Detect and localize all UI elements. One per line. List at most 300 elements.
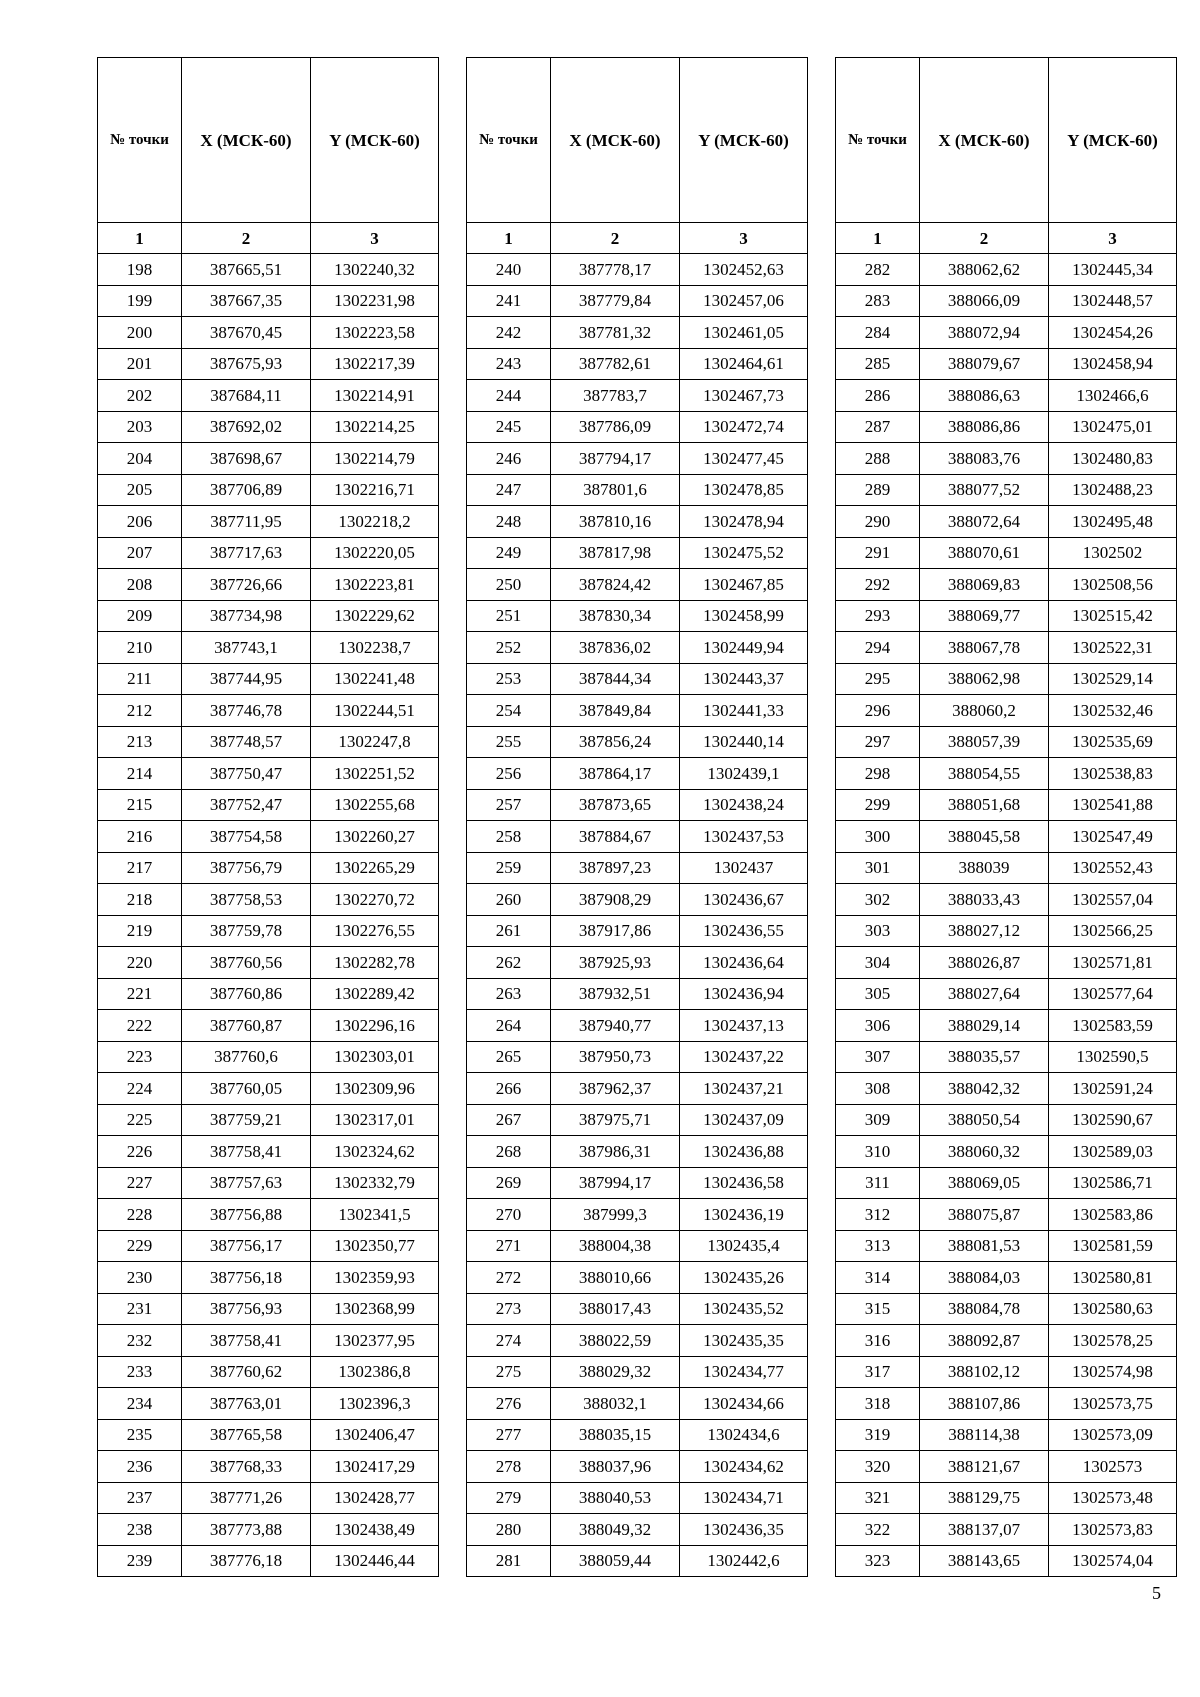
y-coordinate-cell: 1302466,6 <box>1049 380 1177 412</box>
x-coordinate-cell: 388060,32 <box>920 1136 1049 1168</box>
point-number-cell: 248 <box>467 506 551 538</box>
x-coordinate-cell: 387940,77 <box>551 1010 680 1042</box>
y-coordinate-cell: 1302417,29 <box>311 1451 439 1483</box>
x-coordinate-cell: 387897,23 <box>551 852 680 884</box>
x-coordinate-cell: 388079,67 <box>920 348 1049 380</box>
point-number-cell: 317 <box>836 1356 920 1388</box>
table-row <box>98 789 439 821</box>
x-coordinate-cell: 387748,57 <box>182 726 311 758</box>
x-coordinate-cell: 387779,84 <box>551 285 680 317</box>
column-index-cell: 2 <box>551 223 680 254</box>
point-number-cell: 291 <box>836 537 920 569</box>
y-coordinate-cell: 1302218,2 <box>311 506 439 538</box>
y-coordinate-cell: 1302448,57 <box>1049 285 1177 317</box>
table-row <box>836 1419 1177 1451</box>
y-coordinate-cell: 1302436,67 <box>680 884 808 916</box>
point-number-cell: 319 <box>836 1419 920 1451</box>
x-coordinate-cell: 388051,68 <box>920 789 1049 821</box>
point-number-cell: 203 <box>98 411 182 443</box>
y-coordinate-cell: 1302434,62 <box>680 1451 808 1483</box>
table-row <box>836 1199 1177 1231</box>
y-coordinate-cell: 1302591,24 <box>1049 1073 1177 1105</box>
table-row <box>836 1136 1177 1168</box>
x-coordinate-cell: 387752,47 <box>182 789 311 821</box>
point-number-cell: 236 <box>98 1451 182 1483</box>
column-index-row <box>98 223 439 254</box>
x-coordinate-cell: 388067,78 <box>920 632 1049 664</box>
table-row <box>467 285 808 317</box>
y-coordinate-cell: 1302573,75 <box>1049 1388 1177 1420</box>
table-row <box>98 758 439 790</box>
table-row <box>467 1545 808 1577</box>
x-coordinate-cell: 387760,05 <box>182 1073 311 1105</box>
point-number-cell: 283 <box>836 285 920 317</box>
point-number-cell: 200 <box>98 317 182 349</box>
table-row <box>836 884 1177 916</box>
x-coordinate-cell: 387756,88 <box>182 1199 311 1231</box>
table-row <box>98 1136 439 1168</box>
x-coordinate-cell: 387776,18 <box>182 1545 311 1577</box>
table-row <box>467 695 808 727</box>
table-row <box>836 915 1177 947</box>
y-coordinate-cell: 1302446,44 <box>311 1545 439 1577</box>
y-coordinate-cell: 1302251,52 <box>311 758 439 790</box>
x-coordinate-cell: 388129,75 <box>920 1482 1049 1514</box>
x-coordinate-cell: 387778,17 <box>551 254 680 286</box>
point-number-cell: 221 <box>98 978 182 1010</box>
y-coordinate-cell: 1302552,43 <box>1049 852 1177 884</box>
x-coordinate-cell: 388083,76 <box>920 443 1049 475</box>
x-coordinate-cell: 388086,86 <box>920 411 1049 443</box>
point-number-cell: 306 <box>836 1010 920 1042</box>
y-coordinate-cell: 1302529,14 <box>1049 663 1177 695</box>
point-number-cell: 305 <box>836 978 920 1010</box>
y-coordinate-cell: 1302241,48 <box>311 663 439 695</box>
table-row <box>467 1136 808 1168</box>
y-coordinate-cell: 1302332,79 <box>311 1167 439 1199</box>
point-number-cell: 307 <box>836 1041 920 1073</box>
y-coordinate-cell: 1302440,14 <box>680 726 808 758</box>
y-coordinate-cell: 1302368,99 <box>311 1293 439 1325</box>
x-coordinate-cell: 388137,07 <box>920 1514 1049 1546</box>
x-coordinate-cell: 387746,78 <box>182 695 311 727</box>
point-number-cell: 232 <box>98 1325 182 1357</box>
y-coordinate-cell: 1302538,83 <box>1049 758 1177 790</box>
y-coordinate-cell: 1302436,88 <box>680 1136 808 1168</box>
point-number-cell: 309 <box>836 1104 920 1136</box>
x-coordinate-cell: 387706,89 <box>182 474 311 506</box>
x-coordinate-cell: 388102,12 <box>920 1356 1049 1388</box>
point-number-cell: 292 <box>836 569 920 601</box>
table-row <box>467 1482 808 1514</box>
column-index-cell: 1 <box>98 223 182 254</box>
y-coordinate-cell: 1302502 <box>1049 537 1177 569</box>
y-coordinate-cell: 1302437,21 <box>680 1073 808 1105</box>
y-coordinate-cell: 1302454,26 <box>1049 317 1177 349</box>
x-coordinate-cell: 387801,6 <box>551 474 680 506</box>
y-coordinate-cell: 1302289,42 <box>311 978 439 1010</box>
x-coordinate-cell: 388033,43 <box>920 884 1049 916</box>
y-coordinate-cell: 1302589,03 <box>1049 1136 1177 1168</box>
x-coordinate-cell: 387758,41 <box>182 1325 311 1357</box>
y-coordinate-cell: 1302437 <box>680 852 808 884</box>
point-number-cell: 262 <box>467 947 551 979</box>
point-number-cell: 302 <box>836 884 920 916</box>
y-coordinate-cell: 1302457,06 <box>680 285 808 317</box>
x-coordinate-cell: 387758,53 <box>182 884 311 916</box>
table-row <box>467 758 808 790</box>
table-row <box>467 1199 808 1231</box>
table-row <box>836 1262 1177 1294</box>
y-coordinate-cell: 1302438,24 <box>680 789 808 821</box>
table-row <box>467 1388 808 1420</box>
y-coordinate-cell: 1302577,64 <box>1049 978 1177 1010</box>
x-coordinate-cell: 387950,73 <box>551 1041 680 1073</box>
y-coordinate-cell: 1302515,42 <box>1049 600 1177 632</box>
x-coordinate-cell: 387717,63 <box>182 537 311 569</box>
y-coordinate-cell: 1302341,5 <box>311 1199 439 1231</box>
point-number-cell: 275 <box>467 1356 551 1388</box>
point-number-cell: 249 <box>467 537 551 569</box>
y-coordinate-cell: 1302522,31 <box>1049 632 1177 664</box>
y-coordinate-cell: 1302437,13 <box>680 1010 808 1042</box>
column-index-row <box>467 223 808 254</box>
point-number-cell: 285 <box>836 348 920 380</box>
table-row <box>98 600 439 632</box>
y-coordinate-cell: 1302437,22 <box>680 1041 808 1073</box>
y-coordinate-cell: 1302435,26 <box>680 1262 808 1294</box>
table-row <box>98 1262 439 1294</box>
point-number-cell: 215 <box>98 789 182 821</box>
x-coordinate-cell: 388070,61 <box>920 537 1049 569</box>
table-row <box>467 1325 808 1357</box>
y-coordinate-cell: 1302458,94 <box>1049 348 1177 380</box>
point-number-cell: 242 <box>467 317 551 349</box>
table-row <box>467 1514 808 1546</box>
y-coordinate-cell: 1302434,6 <box>680 1419 808 1451</box>
table-row <box>467 348 808 380</box>
coordinates-table-1 <box>97 57 439 1577</box>
point-number-cell: 268 <box>467 1136 551 1168</box>
table-row <box>467 1167 808 1199</box>
table-row <box>836 1482 1177 1514</box>
table-row <box>467 726 808 758</box>
x-coordinate-cell: 387743,1 <box>182 632 311 664</box>
y-coordinate-cell: 1302434,71 <box>680 1482 808 1514</box>
x-coordinate-cell: 388069,77 <box>920 600 1049 632</box>
point-number-cell: 273 <box>467 1293 551 1325</box>
y-coordinate-cell: 1302578,25 <box>1049 1325 1177 1357</box>
x-coordinate-cell: 387932,51 <box>551 978 680 1010</box>
x-coordinate-cell: 387999,3 <box>551 1199 680 1231</box>
table-row <box>467 1262 808 1294</box>
x-coordinate-cell: 387756,18 <box>182 1262 311 1294</box>
y-coordinate-cell: 1302223,58 <box>311 317 439 349</box>
y-coordinate-cell: 1302583,59 <box>1049 1010 1177 1042</box>
x-coordinate-cell: 388081,53 <box>920 1230 1049 1262</box>
table-row <box>467 443 808 475</box>
table-row <box>98 947 439 979</box>
point-number-cell: 321 <box>836 1482 920 1514</box>
x-coordinate-cell: 388107,86 <box>920 1388 1049 1420</box>
x-coordinate-cell: 388057,39 <box>920 726 1049 758</box>
x-coordinate-cell: 387786,09 <box>551 411 680 443</box>
x-coordinate-cell: 388027,64 <box>920 978 1049 1010</box>
table-row <box>98 1293 439 1325</box>
table-row <box>836 1325 1177 1357</box>
point-number-cell: 278 <box>467 1451 551 1483</box>
table-row <box>467 254 808 286</box>
point-number-cell: 295 <box>836 663 920 695</box>
point-number-cell: 202 <box>98 380 182 412</box>
table-row <box>98 1545 439 1577</box>
table-row <box>836 632 1177 664</box>
table-row <box>98 506 439 538</box>
x-coordinate-cell: 387768,33 <box>182 1451 311 1483</box>
point-number-cell: 318 <box>836 1388 920 1420</box>
table-row <box>467 1419 808 1451</box>
table-row <box>98 1230 439 1262</box>
y-coordinate-cell: 1302437,53 <box>680 821 808 853</box>
table-row <box>836 1356 1177 1388</box>
table-row <box>467 1073 808 1105</box>
coordinates-table-3 <box>835 57 1177 1577</box>
y-coordinate-cell: 1302443,37 <box>680 663 808 695</box>
point-number-cell: 316 <box>836 1325 920 1357</box>
point-number-cell: 288 <box>836 443 920 475</box>
x-coordinate-cell: 387836,02 <box>551 632 680 664</box>
point-number-cell: 300 <box>836 821 920 853</box>
point-number-cell: 223 <box>98 1041 182 1073</box>
y-coordinate-cell: 1302434,66 <box>680 1388 808 1420</box>
x-coordinate-cell: 387759,78 <box>182 915 311 947</box>
point-number-cell: 216 <box>98 821 182 853</box>
table-row <box>98 317 439 349</box>
point-number-cell: 313 <box>836 1230 920 1262</box>
y-coordinate-cell: 1302435,52 <box>680 1293 808 1325</box>
point-number-cell: 222 <box>98 1010 182 1042</box>
y-coordinate-cell: 1302270,72 <box>311 884 439 916</box>
x-coordinate-cell: 387925,93 <box>551 947 680 979</box>
y-coordinate-cell: 1302574,04 <box>1049 1545 1177 1577</box>
table-row <box>467 600 808 632</box>
x-coordinate-cell: 388022,59 <box>551 1325 680 1357</box>
point-number-cell: 301 <box>836 852 920 884</box>
table-row <box>836 726 1177 758</box>
point-number-cell: 219 <box>98 915 182 947</box>
point-number-cell: 315 <box>836 1293 920 1325</box>
point-number-cell: 245 <box>467 411 551 443</box>
y-coordinate-cell: 1302467,85 <box>680 569 808 601</box>
point-number-cell: 220 <box>98 947 182 979</box>
table-row <box>98 348 439 380</box>
y-coordinate-cell: 1302247,8 <box>311 726 439 758</box>
x-coordinate-cell: 387756,79 <box>182 852 311 884</box>
table-row <box>467 1356 808 1388</box>
y-coordinate-cell: 1302573,48 <box>1049 1482 1177 1514</box>
point-number-cell: 276 <box>467 1388 551 1420</box>
x-coordinate-cell: 388037,96 <box>551 1451 680 1483</box>
y-coordinate-cell: 1302475,52 <box>680 537 808 569</box>
table-row <box>98 1482 439 1514</box>
table-row <box>467 632 808 664</box>
table-row <box>467 1451 808 1483</box>
x-coordinate-cell: 388035,57 <box>920 1041 1049 1073</box>
table-row <box>836 663 1177 695</box>
table-row <box>98 978 439 1010</box>
point-number-cell: 218 <box>98 884 182 916</box>
x-coordinate-cell: 387994,17 <box>551 1167 680 1199</box>
table-row <box>98 411 439 443</box>
column-index-cell: 3 <box>1049 223 1177 254</box>
page-number: 5 <box>1152 1583 1161 1603</box>
point-number-cell: 289 <box>836 474 920 506</box>
point-number-cell: 279 <box>467 1482 551 1514</box>
table-row <box>836 411 1177 443</box>
table-row <box>467 380 808 412</box>
table-row <box>98 537 439 569</box>
y-coordinate-cell: 1302220,05 <box>311 537 439 569</box>
y-coordinate-cell: 1302406,47 <box>311 1419 439 1451</box>
x-coordinate-cell: 387684,11 <box>182 380 311 412</box>
x-coordinate-cell: 388062,62 <box>920 254 1049 286</box>
x-coordinate-cell: 387782,61 <box>551 348 680 380</box>
table-row <box>836 348 1177 380</box>
point-number-cell: 229 <box>98 1230 182 1262</box>
point-number-cell: 270 <box>467 1199 551 1231</box>
y-coordinate-cell: 1302495,48 <box>1049 506 1177 538</box>
header-y-coordinate: Y (МСК-60) <box>311 58 439 223</box>
x-coordinate-cell: 388086,63 <box>920 380 1049 412</box>
point-number-cell: 277 <box>467 1419 551 1451</box>
x-coordinate-cell: 387908,29 <box>551 884 680 916</box>
x-coordinate-cell: 388042,32 <box>920 1073 1049 1105</box>
y-coordinate-cell: 1302557,04 <box>1049 884 1177 916</box>
y-coordinate-cell: 1302317,01 <box>311 1104 439 1136</box>
y-coordinate-cell: 1302282,78 <box>311 947 439 979</box>
column-index-cell: 2 <box>920 223 1049 254</box>
table-row <box>467 411 808 443</box>
point-number-cell: 225 <box>98 1104 182 1136</box>
y-coordinate-cell: 1302386,8 <box>311 1356 439 1388</box>
table-row <box>836 1104 1177 1136</box>
point-number-cell: 212 <box>98 695 182 727</box>
point-number-cell: 233 <box>98 1356 182 1388</box>
y-coordinate-cell: 1302350,77 <box>311 1230 439 1262</box>
x-coordinate-cell: 388062,98 <box>920 663 1049 695</box>
x-coordinate-cell: 388084,78 <box>920 1293 1049 1325</box>
table-row <box>467 1104 808 1136</box>
table-row <box>836 317 1177 349</box>
y-coordinate-cell: 1302583,86 <box>1049 1199 1177 1231</box>
y-coordinate-cell: 1302436,19 <box>680 1199 808 1231</box>
table-row <box>836 1388 1177 1420</box>
y-coordinate-cell: 1302581,59 <box>1049 1230 1177 1262</box>
table-row <box>836 569 1177 601</box>
x-coordinate-cell: 388017,43 <box>551 1293 680 1325</box>
y-coordinate-cell: 1302590,67 <box>1049 1104 1177 1136</box>
table-row <box>836 285 1177 317</box>
table-row <box>98 1041 439 1073</box>
point-number-cell: 234 <box>98 1388 182 1420</box>
point-number-cell: 241 <box>467 285 551 317</box>
point-number-cell: 246 <box>467 443 551 475</box>
x-coordinate-cell: 387794,17 <box>551 443 680 475</box>
x-coordinate-cell: 387817,98 <box>551 537 680 569</box>
y-coordinate-cell: 1302458,99 <box>680 600 808 632</box>
y-coordinate-cell: 1302214,91 <box>311 380 439 412</box>
header-x-coordinate: X (МСК-60) <box>182 58 311 223</box>
table-row <box>467 1041 808 1073</box>
x-coordinate-cell: 388032,1 <box>551 1388 680 1420</box>
point-number-cell: 213 <box>98 726 182 758</box>
x-coordinate-cell: 387760,56 <box>182 947 311 979</box>
y-coordinate-cell: 1302296,16 <box>311 1010 439 1042</box>
table-row <box>836 380 1177 412</box>
point-number-cell: 294 <box>836 632 920 664</box>
point-number-cell: 310 <box>836 1136 920 1168</box>
x-coordinate-cell: 388004,38 <box>551 1230 680 1262</box>
point-number-cell: 235 <box>98 1419 182 1451</box>
point-number-cell: 320 <box>836 1451 920 1483</box>
x-coordinate-cell: 387765,58 <box>182 1419 311 1451</box>
x-coordinate-cell: 388075,87 <box>920 1199 1049 1231</box>
header-y-coordinate: Y (МСК-60) <box>1049 58 1177 223</box>
table-row <box>98 1388 439 1420</box>
point-number-cell: 205 <box>98 474 182 506</box>
point-number-cell: 312 <box>836 1199 920 1231</box>
y-coordinate-cell: 1302214,79 <box>311 443 439 475</box>
x-coordinate-cell: 388072,64 <box>920 506 1049 538</box>
header-point-number: № точки <box>98 58 182 223</box>
point-number-cell: 293 <box>836 600 920 632</box>
column-index-cell: 2 <box>182 223 311 254</box>
point-number-cell: 207 <box>98 537 182 569</box>
x-coordinate-cell: 387760,62 <box>182 1356 311 1388</box>
point-number-cell: 254 <box>467 695 551 727</box>
y-coordinate-cell: 1302436,64 <box>680 947 808 979</box>
table-row <box>467 537 808 569</box>
table-row <box>836 443 1177 475</box>
y-coordinate-cell: 1302442,6 <box>680 1545 808 1577</box>
y-coordinate-cell: 1302441,33 <box>680 695 808 727</box>
table-row <box>836 789 1177 821</box>
x-coordinate-cell: 387759,21 <box>182 1104 311 1136</box>
table-row <box>836 506 1177 538</box>
y-coordinate-cell: 1302586,71 <box>1049 1167 1177 1199</box>
table-row <box>98 285 439 317</box>
point-number-cell: 266 <box>467 1073 551 1105</box>
x-coordinate-cell: 387773,88 <box>182 1514 311 1546</box>
table-row <box>98 1073 439 1105</box>
x-coordinate-cell: 387711,95 <box>182 506 311 538</box>
table-row <box>467 978 808 1010</box>
y-coordinate-cell: 1302438,49 <box>311 1514 439 1546</box>
point-number-cell: 296 <box>836 695 920 727</box>
point-number-cell: 230 <box>98 1262 182 1294</box>
x-coordinate-cell: 388121,67 <box>920 1451 1049 1483</box>
table-row <box>98 1199 439 1231</box>
y-coordinate-cell: 1302437,09 <box>680 1104 808 1136</box>
point-number-cell: 211 <box>98 663 182 695</box>
point-number-cell: 199 <box>98 285 182 317</box>
table-row <box>98 1104 439 1136</box>
point-number-cell: 258 <box>467 821 551 853</box>
table-row <box>98 1419 439 1451</box>
table-row <box>836 537 1177 569</box>
y-coordinate-cell: 1302377,95 <box>311 1325 439 1357</box>
table-row <box>467 474 808 506</box>
